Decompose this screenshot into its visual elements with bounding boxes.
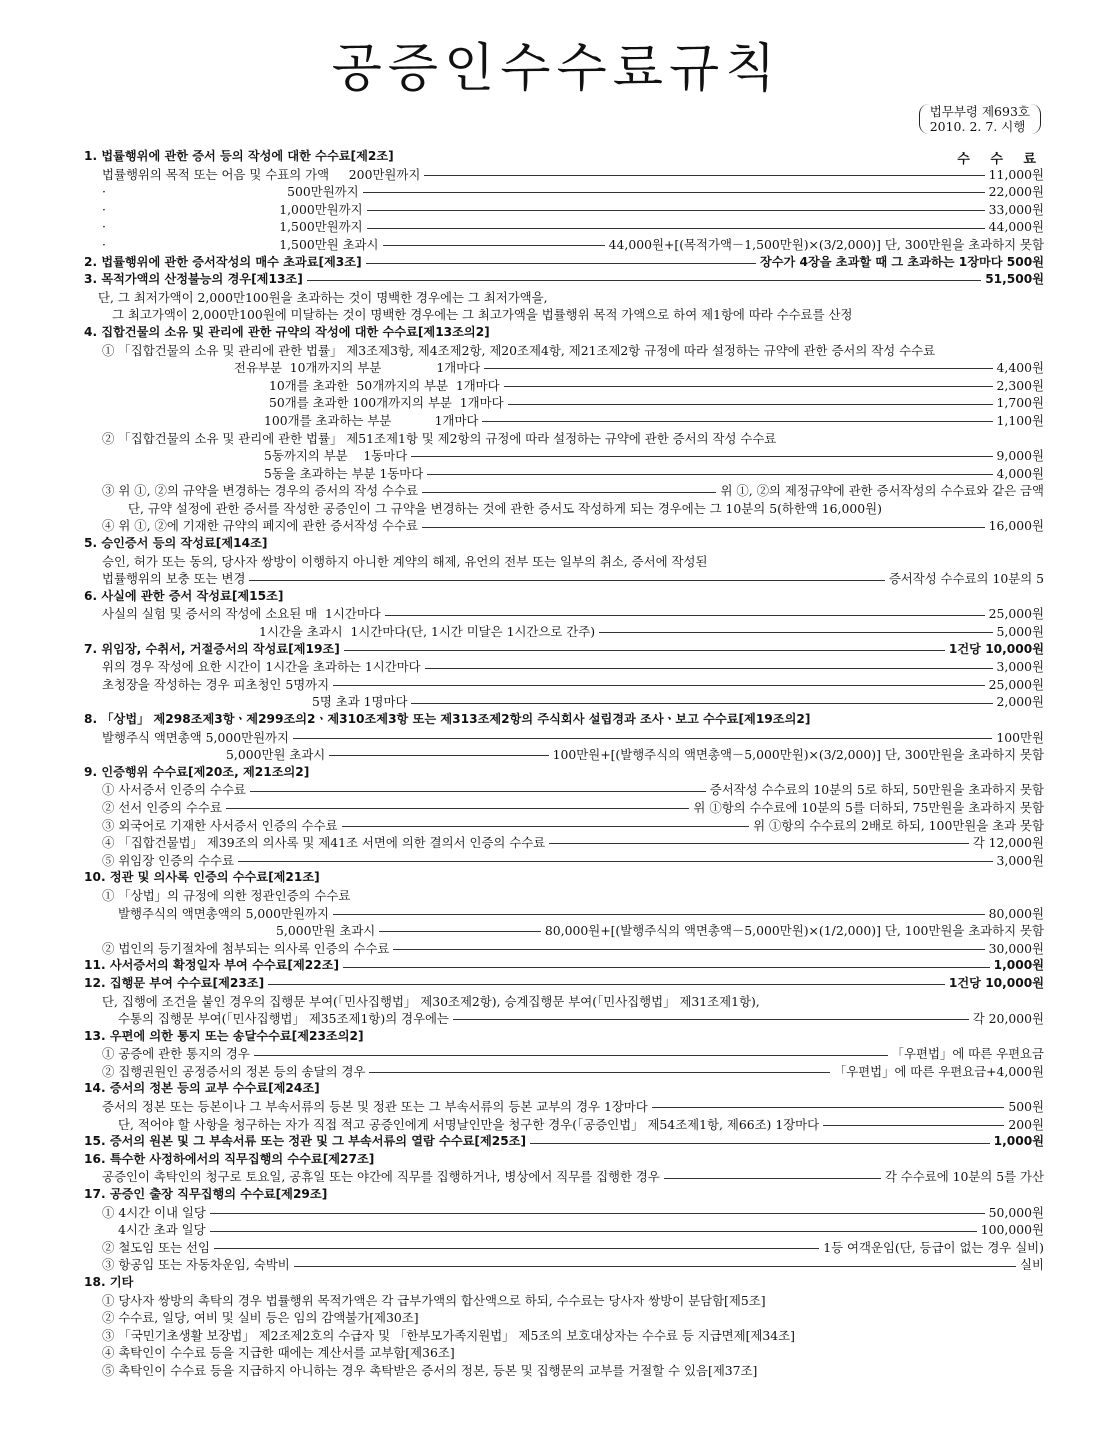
fee-item-text: 17. 공증인 출장 직무집행의 수수료[제29조] [84, 1187, 328, 1202]
fee-amount: 각 12,000원 [972, 835, 1044, 851]
fee-line [84, 1309, 1044, 1327]
fee-line [84, 817, 1044, 835]
fee-item-text: ⑤ 위임장 인증의 수수료 [102, 852, 234, 868]
fee-item-text: 18. 기타 [84, 1275, 134, 1289]
fee-item-text: 수통의 집행문 부여(「민사집행법」 제35조제1항)의 경우에는 [118, 1011, 449, 1027]
leader-line [453, 1019, 969, 1020]
fee-item-text: ② 철도임 또는 선임 [102, 1239, 210, 1255]
fee-amount: 「우편법」에 따른 우편요금+4,000원 [833, 1063, 1044, 1079]
fee-line [84, 746, 1044, 764]
fee-line [84, 799, 1044, 817]
fee-line [84, 1116, 1044, 1134]
fee-item-text: 5동까지의 부분 1동마다 [264, 448, 408, 464]
leader-line [214, 1248, 819, 1249]
leader-line [249, 580, 884, 581]
stamp-ordinance-number: 법무부령 제693호 [929, 104, 1030, 119]
fee-item-text: 위의 경우 작성에 요한 시간이 1시간을 초과하는 1시간마다 [102, 659, 421, 675]
fee-line [84, 1256, 1044, 1274]
fee-amount: 3,000원 [996, 852, 1044, 868]
fee-amount: 「우편법」에 따른 우편요금 [891, 1046, 1044, 1062]
fee-amount: 1건당 10,000원 [948, 975, 1044, 990]
leader-line [549, 843, 969, 844]
fee-item-text: ① 공증에 관한 통지의 경우 [102, 1046, 250, 1062]
leader-line [823, 1125, 1004, 1126]
leader-line [369, 1072, 829, 1073]
leader-line [333, 685, 985, 686]
fee-item-text: · 1,000만원까지 [102, 201, 363, 217]
section-heading [84, 1186, 1044, 1204]
fee-item-text: ① 「상법」의 규정에 의한 정관인증의 수수료 [102, 887, 351, 903]
fee-item-text: 12. 집행문 부여 수수료[제23조] [84, 975, 265, 990]
leader-line [294, 1266, 1016, 1267]
fee-item-text: ① 4시간 이내 일당 [102, 1204, 206, 1220]
fee-item-text: 초청장을 작성하는 경우 피초청인 5명까지 [102, 676, 330, 692]
section-heading [84, 1080, 1044, 1098]
leader-line [250, 791, 706, 792]
fee-amount: 16,000원 [988, 518, 1044, 534]
fee-formula: 80,000원+[(발행주식의 액면총액－5,000만원)×(1/2,000)] 단, 100만원을 초과하지 못함 [544, 923, 1044, 939]
fee-item-text: 법률행위의 목적 또는 어음 및 수표의 가액 200만원까지 [102, 166, 421, 182]
fee-amount: 1건당 10,000원 [948, 641, 1044, 656]
fee-line [84, 605, 1044, 623]
section-heading [84, 148, 1044, 166]
fee-line [84, 1010, 1044, 1028]
leader-line [599, 632, 993, 633]
fee-item-text: · 1,500만원까지 [102, 219, 363, 235]
fee-line [84, 553, 1044, 571]
fee-line [84, 693, 1044, 711]
fee-item-text: ① 「집합건물의 소유 및 관리에 관한 법률」 제3조제3항, 제4조제2항, 제20조제4항, 제21조제2항 규정에 따라 설정하는 규약에 관한 증서의 작성 수수료 [102, 342, 936, 358]
fee-item-text: 법률행위의 보충 또는 변경 [102, 571, 246, 587]
fee-item-text: 10. 정관 및 의사록 인증의 수수료[제21조] [84, 870, 320, 885]
fee-item-text: ② 집행권원인 공정증서의 정본 등의 송달의 경우 [102, 1063, 366, 1079]
fee-line [84, 940, 1044, 958]
fee-amount: 33,000원 [988, 201, 1044, 217]
fee-amount: 9,000원 [996, 448, 1044, 464]
leader-line [482, 421, 992, 422]
leader-line [508, 404, 993, 405]
fee-line [84, 500, 1044, 518]
fee-item-text: 2. 법률행위에 관한 증서작성의 매수 초과료[제3조] [84, 254, 362, 269]
fee-item-text: · 1,500만원 초과시 [102, 236, 379, 252]
leader-line [383, 245, 605, 246]
leader-line [664, 1178, 881, 1179]
section-heading [84, 1028, 1044, 1046]
leader-line [226, 808, 689, 809]
fee-amount: 500원 [1008, 1099, 1044, 1115]
fee-item-text: 사실의 실험 및 증서의 작성에 소요된 매 1시간마다 [102, 606, 381, 622]
leader-line [366, 263, 756, 264]
fee-item-text: 전유부분 10개까지의 부분 1개마다 [234, 360, 481, 376]
fee-item-text: ③ 항공임 또는 자동차운임, 숙박비 [102, 1257, 290, 1273]
fee-item-text: 9. 인증행위 수수료[제20조, 제21조의2] [84, 764, 310, 779]
fee-item-text: ③ 외국어로 기재한 사서증서 인증의 수수료 [102, 817, 338, 833]
fee-line [84, 359, 1044, 377]
fee-item-text: ② 수수료, 일당, 여비 및 실비 등은 임의 감액불가[제30조] [102, 1310, 419, 1326]
leader-line [307, 280, 981, 281]
fee-line [84, 430, 1044, 448]
fee-amount: 증서작성 수수료의 10분의 5 [888, 571, 1044, 587]
section-heading [84, 588, 1044, 606]
fee-item-text: 16. 특수한 사정하에서의 직무집행의 수수료[제27조] [84, 1151, 375, 1166]
fee-schedule [84, 148, 1044, 1380]
fee-item-text: ④ 「집합건물법」 제39조의 의사록 및 제41조 서면에 의한 결의서 인증의 수수료 [102, 835, 546, 851]
section-heading [84, 869, 1044, 887]
section-heading [84, 1274, 1044, 1292]
fee-line [84, 236, 1044, 254]
fee-amount: 100만원 [996, 729, 1044, 745]
leader-line [427, 474, 992, 475]
fee-item-text: 4시간 초과 일당 [118, 1222, 206, 1238]
fee-amount: 25,000원 [988, 676, 1044, 692]
fee-amount: 각 20,000원 [972, 1011, 1044, 1027]
leader-line [393, 949, 984, 950]
fee-line [84, 394, 1044, 412]
leader-line [484, 368, 992, 369]
fee-item-text: 승인, 허가 또는 동의, 당사자 쌍방이 이행하지 아니한 계약의 해제, 유언의 전부 또는 일부의 취소, 증서에 작성된 [102, 553, 708, 569]
leader-line [411, 703, 992, 704]
leader-line [293, 738, 992, 739]
fee-amount: 위 ①항의 수수료에 10분의 5를 더하되, 75만원을 초과하지 못함 [693, 799, 1044, 815]
fee-line [84, 201, 1044, 219]
fee-item-text: 5동을 초과하는 부분 1동마다 [264, 465, 424, 481]
fee-item-text: 그 최고가액이 2,000만100원에 미달하는 것이 명백한 경우에는 그 최고가액을 법률행위 목적 가액으로 하여 제1항에 따라 수수료를 산정 [112, 307, 853, 323]
fee-column-header: 수 수 료 [957, 152, 1044, 167]
fee-line [84, 887, 1044, 905]
leader-line [268, 984, 945, 985]
fee-line [84, 166, 1044, 184]
fee-amount: 위 ①, ②의 제정규약에 관한 증서작성의 수수료와 같은 금액 [720, 483, 1044, 499]
leader-line [210, 1231, 977, 1232]
fee-item-text: 11. 사서증서의 확정일자 부여 수수료[제22조] [84, 958, 340, 973]
fee-item-text: ② 「집합건물의 소유 및 관리에 관한 법률」 제51조제1항 및 제2항의 규정에 따라 설정하는 규약에 관한 증서의 작성 수수료 [102, 430, 777, 446]
enactment-stamp [919, 104, 1041, 134]
fee-line [84, 1098, 1044, 1116]
fee-line [84, 1063, 1044, 1081]
leader-line [379, 931, 541, 932]
fee-item-text: 4. 집합건물의 소유 및 관리에 관한 규약의 작성에 대한 수수료[제13조의2] [84, 324, 490, 339]
section-heading [84, 957, 1044, 975]
fee-item-text: ④ 촉탁인이 수수료 등을 지급한 때에는 계산서를 교부함[제36조] [102, 1345, 455, 1361]
fee-line [84, 482, 1044, 500]
fee-item-text: ④ 위 ①, ②에 기재한 규약의 폐지에 관한 증서작성 수수료 [102, 518, 418, 534]
fee-amount: 4,000원 [996, 465, 1044, 481]
fee-line [84, 1292, 1044, 1310]
fee-item-text: 6. 사실에 관한 증서 작성료[제15조] [84, 588, 284, 603]
fee-item-text: ③ 「국민기초생활 보장법」 제2조제2호의 수급자 및 「한부모가족지원법」 제5조의 보호대상자는 수수료 등 지급면제[제34조] [102, 1327, 795, 1343]
fee-line [84, 570, 1044, 588]
leader-line [424, 175, 984, 176]
fee-amount: 5,000원 [996, 624, 1044, 640]
leader-line [210, 1213, 985, 1214]
fee-line [84, 781, 1044, 799]
fee-item-text: 8. 「상법」 제298조제3항ㆍ제299조의2ㆍ제310조제3항 또는 제313조제2항의 주식회사 설립경과 조사ㆍ보고 수수료[제19조의2] [84, 712, 811, 726]
fee-line [84, 517, 1044, 535]
fee-line [84, 377, 1044, 395]
fee-item-text: 3. 목적가액의 산정불능의 경우[제13조] [84, 272, 303, 287]
fee-amount: 80,000원 [988, 905, 1044, 921]
fee-item-text: 7. 위임장, 수취서, 거절증서의 작성료[제19조] [84, 641, 340, 656]
leader-line [422, 492, 716, 493]
fee-item-text: 15. 증서의 원본 및 그 부속서류 또는 정관 및 그 부속서류의 열람 수수료[제25조] [84, 1134, 527, 1149]
fee-amount: 100,000원 [980, 1222, 1044, 1238]
fee-line [84, 183, 1044, 201]
section-heading [84, 1151, 1044, 1169]
fee-line [84, 289, 1044, 307]
leader-line [342, 826, 750, 827]
fee-item-text: 100개를 초과하는 부분 1개마다 [264, 412, 479, 428]
fee-item-text: 5,000만원 초과시 [276, 923, 376, 939]
leader-line [385, 615, 985, 616]
fee-item-text: ⑤ 촉탁인이 수수료 등을 지급하지 아니하는 경우 촉탁받은 증서의 정본, 등본 및 집행문의 교부를 거절할 수 있음[제37조] [102, 1362, 758, 1378]
fee-line [84, 922, 1044, 940]
fee-item-text: 공증인이 촉탁인의 청구로 토요일, 공휴일 또는 야간에 직무를 집행하거나, 병상에서 직무를 집행한 경우 [102, 1169, 660, 1185]
fee-item-text: 10개를 초과한 50개까지의 부분 1개마다 [269, 377, 500, 393]
leader-line [344, 650, 945, 651]
fee-line [84, 465, 1044, 483]
fee-amount: 증서작성 수수료의 10분의 5로 하되, 50만원을 초과하지 못함 [709, 782, 1044, 798]
fee-amount: 장수가 4장을 초과할 때 그 초과하는 1장마다 500원 [759, 254, 1044, 269]
leader-line [329, 755, 548, 756]
section-heading [84, 535, 1044, 553]
leader-line [363, 192, 985, 193]
fee-item-text: 50개를 초과한 100개까지의 부분 1개마다 [269, 395, 504, 411]
fee-line [84, 676, 1044, 694]
fee-line [84, 1239, 1044, 1257]
fee-line [84, 412, 1044, 430]
section-heading [84, 324, 1044, 342]
fee-item-text: 증서의 정본 또는 등본이나 그 부속서류의 등본 및 정관 또는 그 부속서류의 등본 교부의 경우 1장마다 [102, 1099, 648, 1115]
leader-line [343, 967, 990, 968]
fee-item-text: ② 선서 인증의 수수료 [102, 799, 222, 815]
fee-line [84, 447, 1044, 465]
fee-amount: 2,300원 [996, 377, 1044, 393]
fee-item-text: 단, 적어야 할 사항을 청구하는 자가 직접 적고 공증인에게 서명날인만을 청구한 경우(「공증인법」 제54조제1항, 제66조) 1장마다 [118, 1116, 820, 1132]
leader-line [238, 861, 993, 862]
fee-amount: 1,700원 [996, 395, 1044, 411]
leader-line [411, 456, 992, 457]
leader-line [425, 668, 993, 669]
fee-line [84, 623, 1044, 641]
fee-line [84, 658, 1044, 676]
fee-item-text: 1. 법률행위에 관한 증서 등의 작성에 대한 수수료[제2조] [84, 149, 394, 163]
fee-amount: 50,000원 [988, 1204, 1044, 1220]
stamp-effective-date: 2010. 2. 7. 시행 [929, 119, 1026, 134]
fee-line [84, 1362, 1044, 1380]
fee-line [84, 306, 1044, 324]
leader-line [422, 527, 985, 528]
fee-amount: 200원 [1008, 1116, 1044, 1132]
leader-line [652, 1107, 1005, 1108]
leader-line [367, 210, 985, 211]
fee-amount: 위 ①항의 수수료의 2배로 하되, 100만원을 초과 못함 [753, 817, 1044, 833]
fee-line [84, 834, 1044, 852]
fee-line [84, 993, 1044, 1011]
fee-item-text: 1시간을 초과시 1시간마다(단, 1시간 미달은 1시간으로 간주) [259, 624, 596, 640]
fee-item-text: ② 법인의 등기절차에 첨부되는 의사록 인증의 수수료 [102, 940, 390, 956]
fee-item-text: ③ 위 ①, ②의 규약을 변경하는 경우의 증서의 작성 수수료 [102, 483, 418, 499]
fee-amount: 2,000원 [996, 694, 1044, 710]
fee-amount: 22,000원 [988, 184, 1044, 200]
leader-line [530, 1143, 990, 1144]
section-heading [84, 254, 1044, 272]
fee-item-text: · 500만원까지 [102, 184, 359, 200]
fee-amount: 4,400원 [996, 360, 1044, 376]
fee-line [84, 1327, 1044, 1345]
fee-item-text: 발행주식의 액면총액의 5,000만원까지 [118, 905, 329, 921]
section-heading [84, 271, 1044, 289]
section-heading [84, 711, 1044, 729]
leader-line [254, 1055, 888, 1056]
fee-item-text: 단, 규약 설정에 관한 증서를 작성한 공증인이 그 규약을 변경하는 것에 관한 증서도 작성하게 되는 경우에는 그 10분의 5(하한액 16,000원) [128, 500, 882, 516]
fee-line [84, 852, 1044, 870]
fee-line [84, 1204, 1044, 1222]
fee-item-text: 5. 승인증서 등의 작성료[제14조] [84, 536, 268, 551]
fee-amount: 51,500원 [985, 272, 1044, 287]
fee-line [84, 342, 1044, 360]
fee-line [84, 1344, 1044, 1362]
fee-item-text: 13. 우편에 의한 통지 또는 송달수수료[제23조의2] [84, 1028, 364, 1043]
leader-line [504, 386, 993, 387]
fee-item-text: 14. 증서의 정본 등의 교부 수수료[제24조] [84, 1081, 320, 1096]
fee-line [84, 1168, 1044, 1186]
fee-item-text: 단, 집행에 조건을 붙인 경우의 집행문 부여(「민사집행법」 제30조제2항), 승계집행문 부여(「민사집행법」 제31조제1항), [102, 993, 760, 1009]
section-heading [84, 641, 1044, 659]
leader-line [333, 914, 985, 915]
fee-amount: 각 수수료에 10분의 5를 가산 [884, 1169, 1044, 1185]
fee-amount: 44,000원 [988, 219, 1044, 235]
section-heading [84, 764, 1044, 782]
fee-line [84, 218, 1044, 236]
section-heading [84, 975, 1044, 993]
page-title: 공증인수수료규칙 [331, 39, 782, 99]
fee-amount: 실비 [1020, 1257, 1044, 1273]
fee-line [84, 1221, 1044, 1239]
fee-formula: 44,000원+[(목적가액－1,500만원)×(3/2,000)] 단, 300만원을 초과하지 못함 [608, 236, 1044, 252]
fee-amount: 1,100원 [996, 412, 1044, 428]
fee-amount: 30,000원 [988, 940, 1044, 956]
fee-amount: 25,000원 [988, 606, 1044, 622]
fee-item-text: 발행주식 액면총액 5,000만원까지 [102, 729, 289, 745]
fee-amount: 1,000원 [993, 958, 1044, 973]
fee-item-text: ① 사서증서 인증의 수수료 [102, 782, 246, 798]
fee-line [84, 1045, 1044, 1063]
fee-amount: 3,000원 [996, 659, 1044, 675]
fee-amount: 1,000원 [993, 1134, 1044, 1149]
fee-amount: 1등 여객운임(단, 등급이 없는 경우 실비) [823, 1239, 1044, 1255]
fee-item-text: ① 당사자 쌍방의 촉탁의 경우 법률행위 목적가액은 각 급부가액의 합산액으로 하되, 수수료는 당사자 쌍방이 분담함[제5조] [102, 1292, 766, 1308]
fee-line [84, 729, 1044, 747]
leader-line [367, 228, 985, 229]
fee-item-text: 5명 초과 1명마다 [312, 694, 408, 710]
fee-formula: 100만원+[(발행주식의 액면총액－5,000만원)×(3/2,000)] 단, 300만원을 초과하지 못함 [552, 747, 1044, 763]
section-heading [84, 1133, 1044, 1151]
fee-line [84, 905, 1044, 923]
fee-amount: 11,000원 [988, 166, 1044, 182]
fee-item-text: 단, 그 최저가액이 2,000만100원을 초과하는 것이 명백한 경우에는 그 최저가액을, [98, 289, 548, 305]
fee-item-text: 5,000만원 초과시 [226, 747, 326, 763]
